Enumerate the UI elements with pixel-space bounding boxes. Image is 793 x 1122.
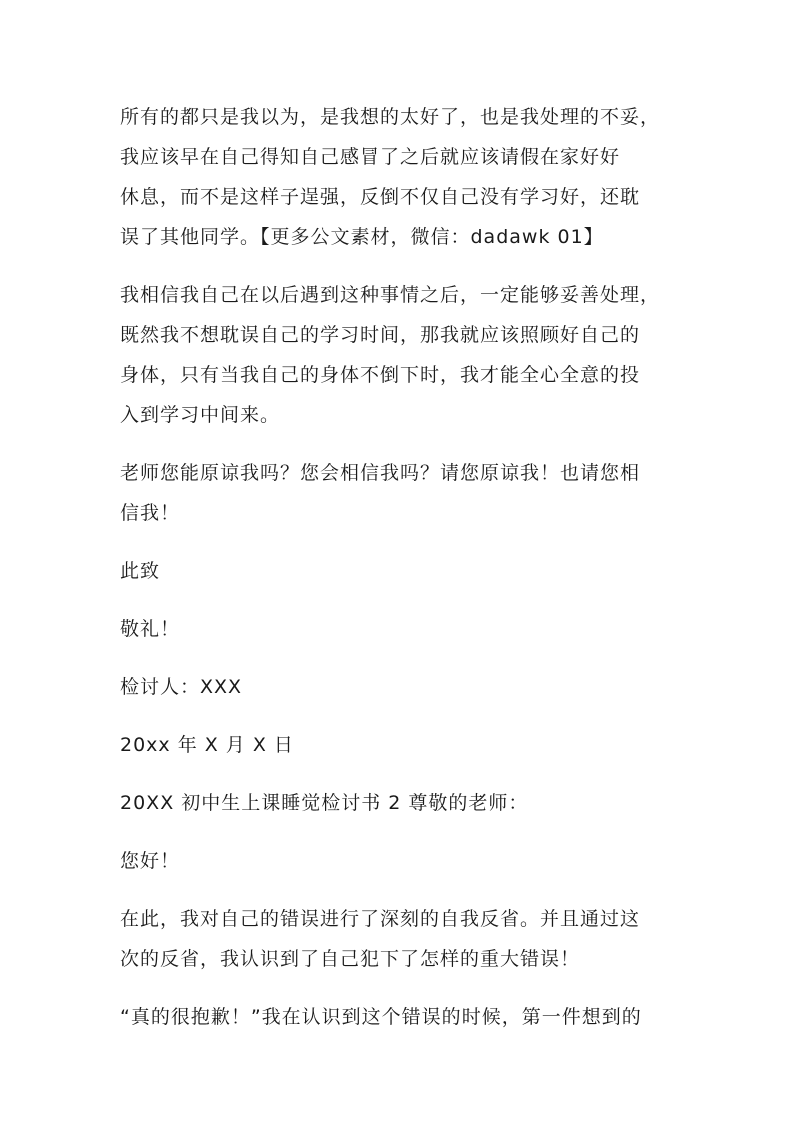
text-line: 误了其他同学。【更多公文素材，微信：dadawk 01】 — [120, 226, 604, 248]
paragraph-self-reflection — [120, 899, 680, 979]
section-heading — [120, 783, 680, 823]
text-line: “真的很抱歉！”我在认识到这个错误的时候，第一件想到的 — [120, 1006, 642, 1028]
text-line: 您好！ — [120, 850, 181, 872]
text-line: 此致 — [120, 560, 161, 582]
text-line: 20xx 年 X 月 X 日 — [120, 734, 294, 756]
paragraph-promise — [120, 275, 680, 435]
text-line: 敬礼！ — [120, 618, 181, 640]
text-line: 我应该早在自己得知自己感冒了之后就应该请假在家好好 — [120, 146, 621, 168]
paragraph-plea — [120, 453, 680, 533]
text-line: 检讨人：XXX — [120, 676, 243, 698]
text-line: 既然我不想耽误自己的学习时间，那我就应该照顾好自己的 — [120, 324, 641, 346]
text-line: 休息，而不是这样子逞强，反倒不仅自己没有学习好，还耽 — [120, 186, 641, 208]
paragraph-apology-reflection — [120, 97, 680, 257]
text-line: 入到学习中间来。 — [120, 404, 281, 426]
text-line: 20XX 初中生上课睡觉检讨书 2 尊敬的老师： — [120, 792, 529, 814]
closing-salutation — [120, 551, 680, 591]
text-line: 在此，我对自己的错误进行了深刻的自我反省。并且通过这 — [120, 908, 641, 930]
signature-author — [120, 667, 680, 707]
text-line: 所有的都只是我以为，是我想的太好了，也是我处理的不妥， — [120, 106, 661, 128]
paragraph-sorry — [120, 997, 680, 1037]
closing-regards — [120, 609, 680, 649]
text-line: 老师您能原谅我吗？您会相信我吗？请您原谅我！也请您相 — [120, 462, 641, 484]
document-body — [120, 97, 680, 1055]
signature-date — [120, 725, 680, 765]
greeting — [120, 841, 680, 881]
text-line: 我相信我自己在以后遇到这种事情之后，一定能够妥善处理， — [120, 284, 661, 306]
text-line: 身体，只有当我自己的身体不倒下时，我才能全心全意的投 — [120, 364, 641, 386]
text-line: 信我！ — [120, 502, 181, 524]
text-line: 次的反省，我认识到了自己犯下了怎样的重大错误！ — [120, 948, 581, 970]
